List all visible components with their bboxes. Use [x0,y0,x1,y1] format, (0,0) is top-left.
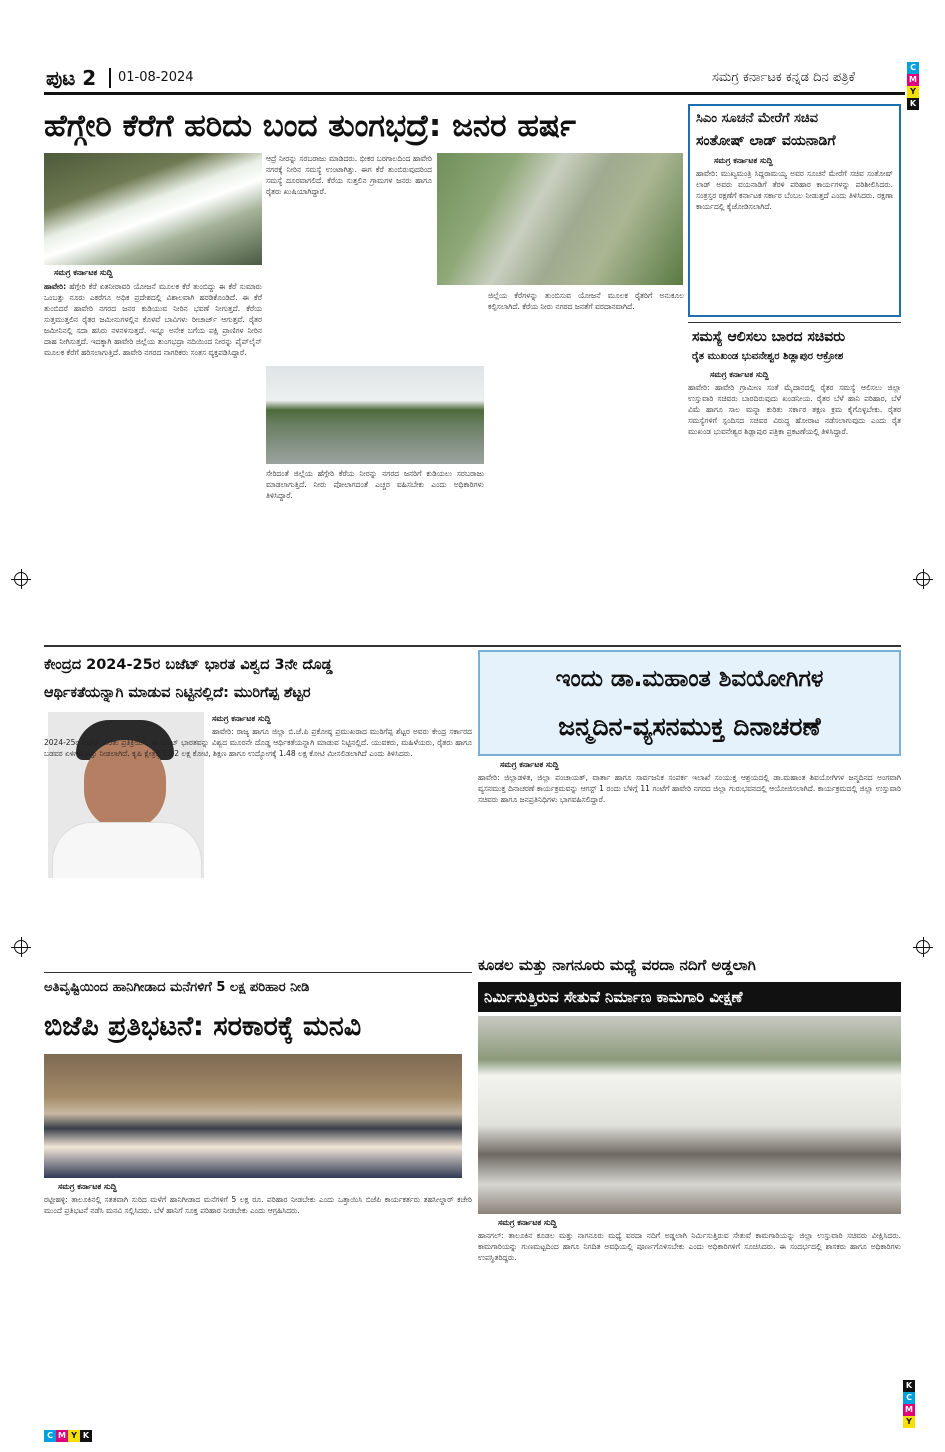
right-cmyk-c: C [903,1392,915,1404]
story4-headline-line2: ಆರ್ಥಿಕತೆಯನ್ನಾಗಿ ಮಾಡುವ ನಿಟ್ಟಿನಲ್ಲಿದೆ: ಮುರಿಗೆಪ್ಪ ಶೆಟ್ಟರ [44,685,311,701]
issue-date: 01-08-2024 [118,70,194,85]
story3-byline: ಸಮಗ್ರ ಕರ್ನಾಟಕ ಸುದ್ದಿ [710,370,769,379]
story7-body: ಹಾನಗಲ್: ತಾಲೂಕಿನ ಕೂಡಲ ಮತ್ತು ನಾಗನೂರು ಮಧ್ಯೆ ವರದಾ ನದಿಗೆ ಅಡ್ಡಲಾಗಿ ನಿರ್ಮಿಸುತ್ತಿರುವ ಸೇತುವೆ ಕಾಮಗಾರಿಯನ್ನು ಜಿಲ್ಲಾ ಉಸ್ತುವಾರಿ ಸಚಿವರು ವೀಕ್ಷಿಸಿದರು. ಕಾಮಗಾರಿಯನ್ನು ಗುಣಮಟ್ಟದಿಂದ ಹಾಗೂ ನಿಗದಿತ ಅವಧಿಯಲ್ಲಿ ಪೂರ್ಣಗೊಳಿಸಬೇಕು ಎಂದು ಅಧಿಕಾರಿಗಳಿಗೆ ಸೂಚಿಸಿದರು. ಈ ಸಂದರ್ಭದಲ್ಲಿ ಶಾಸಕರು ಹಾಗೂ ಅಧಿಕಾರಿಗಳು ಉಪಸ್ಥಿತರಿದ್ದರು. [478,1231,901,1262]
story1-photo-waterfall [44,153,262,265]
footer-cmyk-c: C [44,1430,56,1442]
story4-headline-line1: ಕೇಂದ್ರದ 2024-25ರ ಬಜೆಟ್ ಭಾರತ ವಿಶ್ವದ 3ನೇ ದೊಡ್ಡ [44,657,333,673]
story3-top-rule [688,322,901,323]
story2-headline-line2: ಸಂತೋಷ್ ಲಾಡ್ ವಯನಾಡಿಗೆ [696,133,836,149]
header-rule [44,92,905,95]
story1-col2: ಆದ್ರೆ ನೀರನ್ನು ಸರಬರಾಜು ಮಾಡಿದರು. ಭೀಕರ ಬರಗಾಲದಿಂದ ಹಾವೇರಿ ನಗರಕ್ಕೆ ನೀರಿನ ಸಮಸ್ಯೆ ಉಂಟಾಗಿತ್ತು. ಈಗ ಕೆರೆ ತುಂಬಿರುವುದರಿಂದ ಸಮಸ್ಯೆ ದೂರವಾಗಲಿದೆ. ಕೆರೆಯ ಸುತ್ತಲಿನ ಗ್ರಾಮಗಳ ಜನರು ಹಾಗೂ ರೈತರು ಖುಷಿಯಾಗಿದ್ದಾರೆ. [266,154,432,196]
story1-photo-lake [266,366,484,464]
story5-headline-line2: ಜನ್ಮದಿನ-ವ್ಯಸನಮುಕ್ತ ದಿನಾಚರಣೆ [558,712,821,741]
story4-body: ಹಾವೇರಿ: ರಾಜ್ಯ ಹಾಗೂ ಜಿಲ್ಲಾ ಬಿ.ಜೆ.ಪಿ ಪ್ರಕೋಷ್ಠ ಪ್ರಮುಖರಾದ ಮುರಿಗೆಪ್ಪ ಶೆಟ್ಟರ ಅವರು ಕೇಂದ್ರ ಸರ್ಕಾರದ 2024-25ರ ಬಜೆಟ್ ಕುರಿತು ಪ್ರತಿಕ್ರಿಯಿಸಿ, ಈ ಬಜೆಟ್ ಭಾರತವನ್ನು ವಿಶ್ವದ ಮೂರನೇ ದೊಡ್ಡ ಆರ್ಥಿಕತೆಯನ್ನಾಗಿ ಮಾಡುವ ನಿಟ್ಟಿನಲ್ಲಿದೆ. ಯುವಕರು, ಮಹಿಳೆಯರು, ರೈತರು ಹಾಗೂ ಬಡವರ ಏಳಿಗೆಗೆ ಒತ್ತು ನೀಡಲಾಗಿದೆ. ಕೃಷಿ ಕ್ಷೇತ್ರಕ್ಕೆ 1.52 ಲಕ್ಷ ಕೋಟಿ, ಶಿಕ್ಷಣ ಹಾಗೂ ಉದ್ಯೋಗಕ್ಕೆ 1.48 ಲಕ್ಷ ಕೋಟಿ ಮೀಸಲಿಡಲಾಗಿದೆ ಎಂದು ತಿಳಿಸಿದರು. [44,727,472,758]
header-divider [109,68,111,88]
story1-photo-canal [437,153,683,285]
story6-photo-caption: ಸಮಗ್ರ ಕರ್ನಾಟಕ ಸುದ್ದಿ [58,1182,117,1191]
section-rule-2 [44,972,472,973]
story5-headline-box [478,650,901,756]
story5-byline: ಸಮಗ್ರ ಕರ್ನಾಟಕ ಸುದ್ದಿ [500,760,559,769]
cmyk-mark-k: K [907,98,919,110]
story7-bridge-photo [478,1016,901,1214]
story3-body: ಹಾವೇರಿ: ಹಾವೇರಿ ಗ್ರಾಮೀಣ ಸಂತೆ ಮೈದಾನದಲ್ಲಿ ರೈತರ ಸಮಸ್ಯೆ ಆಲಿಸಲು ಜಿಲ್ಲಾ ಉಸ್ತುವಾರಿ ಸಚಿವರು ಬಾರದಿರುವುದು ಖಂಡನೀಯ. ರೈತರ ಬೆಳೆ ಹಾನಿ ಪರಿಹಾರ, ಬೆಳೆ ವಿಮೆ ಹಾಗೂ ಸಾಲ ಮನ್ನಾ ಕುರಿತು ಸರ್ಕಾರ ತಕ್ಷಣ ಕ್ರಮ ಕೈಗೊಳ್ಳಬೇಕು. ರೈತರ ಸಮಸ್ಯೆಗಳಿಗೆ ಸ್ಪಂದಿಸದ ಸಚಿವರ ವಿರುದ್ಧ ಹೋರಾಟ ನಡೆಸಲಾಗುವುದು ಎಂದು ರೈತ ಮುಖಂಡ ಭುವನೇಶ್ವರ ಶಿಡ್ಲಾಪುರ ಪತ್ರಿಕಾ ಪ್ರಕಟಣೆಯಲ್ಲಿ ತಿಳಿಸಿದ್ದಾರೆ. [688,383,901,436]
story4-byline: ಸಮಗ್ರ ಕರ್ನಾಟಕ ಸುದ್ದಿ [212,714,271,723]
story3-headline-line2: ರೈತ ಮುಖಂಡ ಭುವನೇಶ್ವರ ಶಿಡ್ಲಾಪುರ ಆಕ್ರೋಶ [692,351,844,362]
registration-mark-left-bottom [14,940,28,954]
story1-col4: ಜಿಲ್ಲೆಯ ಕೆರೆಗಳನ್ನು ತುಂಬಿಸುವ ಯೋಜನೆ ಮೂಲಕ ರೈತರಿಗೆ ಅನುಕೂಲ ಕಲ್ಪಿಸಲಾಗಿದೆ. ಕೆರೆಯ ನೀರು ನಗರದ ಜನತೆಗೆ ವರದಾನವಾಗಿದೆ. [488,291,684,311]
story2-headline-line1: ಸಿಎಂ ಸೂಚನೆ ಮೇರೆಗೆ ಸಚಿವ [696,111,818,126]
story7-photo-caption: ಸಮಗ್ರ ಕರ್ನಾಟಕ ಸುದ್ದಿ [498,1218,557,1227]
story1-byline: ಹಾವೇರಿ: [44,282,67,291]
story1-col1 [44,281,262,639]
story6-headline-line1: ಅತಿವೃಷ್ಟಿಯಿಂದ ಹಾನಿಗೀಡಾದ ಮನೆಗಳಿಗೆ 5 ಲಕ್ಷ ಪರಿಹಾರ ನೀಡಿ [44,980,310,995]
story7-headline-line2: ನಿರ್ಮಿಸುತ್ತಿರುವ ಸೇತುವೆ ನಿರ್ಮಾಣ ಕಾಮಗಾರಿ ವೀಕ್ಷಣೆ [484,988,743,1006]
story7-headline-band [478,982,901,1012]
registration-mark-right-bottom [916,940,930,954]
paper-name: ಸಮಗ್ರ ಕರ್ನಾಟಕ ಕನ್ನಡ ದಿನ ಪತ್ರಿಕೆ [712,70,855,85]
page-number: ಪುಟ 2 [46,66,97,90]
story3-headline-line1: ಸಮಸ್ಯೆ ಆಲಿಸಲು ಬಾರದ ಸಚಿವರು [692,329,846,345]
section-rule-1 [44,645,901,647]
story6-headline-line2: ಬಿಜೆಪಿ ಪ್ರತಿಭಟನೆ: ಸರಕಾರಕ್ಕೆ ಮನವಿ [44,1011,362,1042]
story1-photo-caption: ಸಮಗ್ರ ಕರ್ನಾಟಕ ಸುದ್ದಿ [54,268,113,277]
right-cmyk-y: Y [903,1416,915,1428]
story2-body: ಹಾವೇರಿ: ಮುಖ್ಯಮಂತ್ರಿ ಸಿದ್ದರಾಮಯ್ಯ ಅವರ ಸೂಚನೆ ಮೇರೆಗೆ ಸಚಿವ ಸಂತೋಷ್ ಲಾಡ್ ಅವರು ವಯನಾಡಿಗೆ ತೆರಳಿ ಪರಿಹಾರ ಕಾರ್ಯಗಳನ್ನು ಪರಿಶೀಲಿಸಿದರು. ಸಂತ್ರಸ್ತರ ರಕ್ಷಣೆಗೆ ಕರ್ನಾಟಕ ಸರ್ಕಾರ ಬೆಂಬಲ ನೀಡುತ್ತದೆ ಎಂದು ತಿಳಿಸಿದರು. ರಕ್ಷಣಾ ಕಾರ್ಯದಲ್ಲಿ ಕೈಜೋಡಿಸಲಾಗಿದೆ. [696,169,893,211]
story2-box [688,104,901,317]
cmyk-mark-m: M [907,74,919,86]
right-cmyk-m: M [903,1404,915,1416]
cmyk-mark-c: C [907,62,919,74]
footer-cmyk-y: Y [68,1430,80,1442]
story7-headline-line1: ಕೂಡಲ ಮತ್ತು ನಾಗನೂರು ಮಧ್ಯೆ ವರದಾ ನದಿಗೆ ಅಡ್ಡಲಾಗಿ [478,956,756,974]
story1-col1-text: ಹೆಗ್ಗೇರಿ ಕೆರೆ ಏತನೀರಾವರಿ ಯೋಜನೆ ಮೂಲಕ ಕೆರೆ ತುಂಬಿದ್ದು ಈ ಕೆರೆ ಸುಮಾರು ಒಂಬತ್ತು ನೂರು ಎಕರೆಗೂ ಅಧಿಕ ಪ್ರದೇಶದಲ್ಲಿ ವಿಶಾಲವಾಗಿ ಹರಡಿಕೊಂಡಿದೆ. ಈ ಕೆರೆ ತುಂಬಿದರೆ ಹಾವೇರಿ ನಗರದ ಜನರ ಕುಡಿಯುವ ನೀರಿನ ಭವಣೆ ನೀಗುತ್ತದೆ. ಕೆರೆಯ ಸುತ್ತಮುತ್ತಲಿನ ರೈತರ ಜಮೀನುಗಳಲ್ಲಿನ ಕೊಳವೆ ಬಾವಿಗಳು ರೀಚಾರ್ಜ್ ಆಗುತ್ತವೆ. ರೈತರ ಜಮೀನಿನಲ್ಲಿ ಸದಾ ಹಸಿರು ನಳನಳಿಸುತ್ತದೆ. ಇನ್ನೂ ಅನೇಕ ಬಗೆಯ ಪಕ್ಷಿ ಪ್ರಾಣಿಗಳ ನೀರಿನ ದಾಹ ನೀಗಿಸುತ್ತದೆ. ಇದಕ್ಕಾಗಿ ಹಾವೇರಿ ಜಿಲ್ಲೆಯ ತುಂಗಭದ್ರಾ ನದಿಯಿಂದ ನೀರನ್ನು ಪೈಪ್‌ಲೈನ್ ಮೂಲಕ ಕೆರೆಗೆ ಹರಿಸಲಾಗುತ್ತಿದೆ. ಹಾವೇರಿ ನಗರದ ನಾಗರಿಕರು ಸಂತಸ ವ್ಯಕ್ತಪಡಿಸಿದ್ದಾರೆ. [44,282,262,357]
story5-headline-line1: ಇಂದು ಡಾ.ಮಹಾಂತ ಶಿವಯೋಗಿಗಳ [555,666,824,692]
footer-cmyk-m: M [56,1430,68,1442]
footer-cmyk-k: K [80,1430,92,1442]
story1-col3: ಸೇರಿದಂತೆ ಜಿಲ್ಲೆಯ ಹೆಗ್ಗೇರಿ ಕೆರೆಯ ನೀರನ್ನು ನಗರದ ಜನರಿಗೆ ಕುಡಿಯಲು ಸರಬರಾಜು ಮಾಡಲಾಗುತ್ತಿದೆ. ನೀರು ಪೋಲಾಗದಂತೆ ಎಚ್ಚರ ವಹಿಸಬೇಕು ಎಂದು ಅಧಿಕಾರಿಗಳು ತಿಳಿಸಿದ್ದಾರೆ. [266,469,484,500]
cmyk-mark-y: Y [907,86,919,98]
story2-byline: ಸಮಗ್ರ ಕರ್ನಾಟಕ ಸುದ್ದಿ [714,156,773,165]
story1-headline: ಹೆಗ್ಗೇರಿ ಕೆರೆಗೆ ಹರಿದು ಬಂದ ತುಂಗಭದ್ರೆ: ಜನರ ಹರ್ಷ [44,108,576,144]
registration-mark-left-top [14,572,28,586]
story5-body: ಹಾವೇರಿ: ಜಿಲ್ಲಾಡಳಿತ, ಜಿಲ್ಲಾ ಪಂಚಾಯತ್, ವಾರ್ತಾ ಹಾಗೂ ಸಾರ್ವಜನಿಕ ಸಂಪರ್ಕ ಇಲಾಖೆ ಸಂಯುಕ್ತ ಆಶ್ರಯದಲ್ಲಿ ಡಾ.ಮಹಾಂತ ಶಿವಯೋಗಿಗಳ ಜನ್ಮದಿನದ ಅಂಗವಾಗಿ ವ್ಯಸನಮುಕ್ತ ದಿನಾಚರಣೆ ಕಾರ್ಯಕ್ರಮವನ್ನು ಆಗಸ್ಟ್ 1 ರಂದು ಬೆಳಿಗ್ಗೆ 11 ಗಂಟೆಗೆ ಹಾವೇರಿ ನಗರದ ಜಿಲ್ಲಾ ಗುರುಭವನದಲ್ಲಿ ಆಯೋಜಿಸಲಾಗಿದೆ. ಕಾರ್ಯಕ್ರಮದಲ್ಲಿ ಜಿಲ್ಲಾ ಉಸ್ತುವಾರಿ ಸಚಿವರು ಹಾಗೂ ಜನಪ್ರತಿನಿಧಿಗಳು ಭಾಗವಹಿಸಲಿದ್ದಾರೆ. [478,773,901,804]
registration-mark-right-top [916,572,930,586]
story6-body: ರಟ್ಟೀಹಳ್ಳಿ: ತಾಲೂಕಿನಲ್ಲಿ ಸತತವಾಗಿ ಸುರಿದ ಮಳೆಗೆ ಹಾನಿಗೀಡಾದ ಮನೆಗಳಿಗೆ 5 ಲಕ್ಷ ರೂ. ಪರಿಹಾರ ನೀಡಬೇಕು ಎಂದು ಒತ್ತಾಯಿಸಿ ಬಿಜೆಪಿ ಕಾರ್ಯಕರ್ತರು ತಹಸೀಲ್ದಾರ್ ಕಚೇರಿ ಮುಂದೆ ಪ್ರತಿಭಟನೆ ನಡೆಸಿ ಮನವಿ ಸಲ್ಲಿಸಿದರು. ಬೆಳೆ ಹಾನಿಗೆ ಸೂಕ್ತ ಪರಿಹಾರ ನೀಡಬೇಕು ಎಂದು ಆಗ್ರಹಿಸಿದರು. [44,1195,472,1215]
story6-protest-photo [44,1054,462,1178]
right-cmyk-k: K [903,1380,915,1392]
